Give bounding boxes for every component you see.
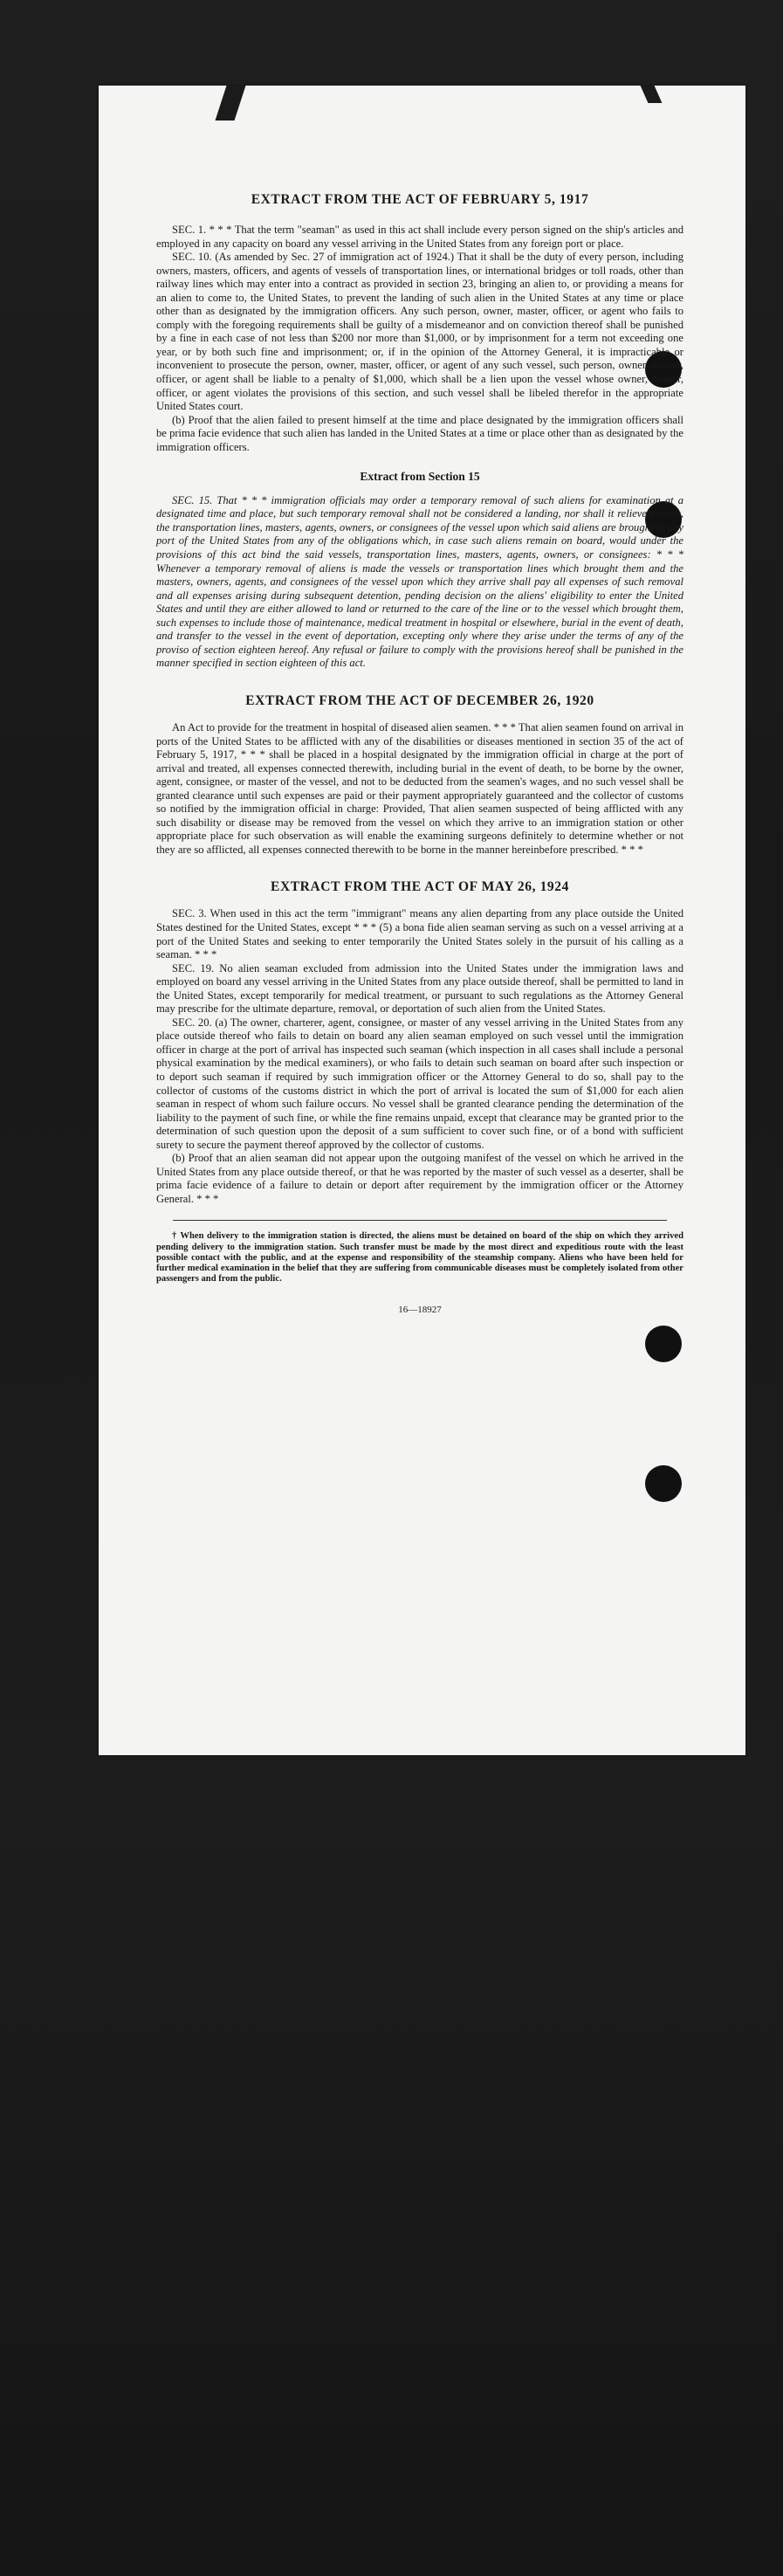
- paragraph-act-1920: An Act to provide for the treatment in hospital of diseased alien seamen. * * * That alien seamen found on arrival in ports of the United States to be afflicted with any of the disabilities or diseases mentioned in section 35 of the act of February 5, 1917, * * * shall be placed in a hospital designated by the immigration official in charge at the port of arrival and treated, all expenses connected therewith, including burial in the event of death, to be borne by the owner, agent, consignee, or master of the vessel, and not to be deducted from the seamen's wages, and no such vessel shall be granted clearance until such expenses are paid or their payment appropriately guaranteed and the collector of customs so notified by the immigration official in charge: Provided, That alien seamen suspected of being afflicted with any such disability or disease may be removed from the vessel on which they arrive to an immigration station or other appropriate place for such observation as will enable the examining surgeons definitely to determine whether or not they are so afflicted, all expenses connected therewith to be borne in the manner hereinbefore prescribed. * * *: [156, 720, 683, 856]
- paragraph-sec-3: SEC. 3. When used in this act the term "immigrant" means any alien departing from any place outside the United States destined for the United States, except * * * (5) a bona fide alien seaman serving as such on a vessel arriving at a port of the United States and seeking to enter temporarily the United States solely in the pursuit of his calling as a seaman. * * *: [156, 907, 683, 961]
- paragraph-sec-1: SEC. 1. * * * That the term "seaman" as used in this act shall include every person signed on the ship's articles and employed in any capacity on board any vessel arriving in the United States from any foreign port or place.: [156, 224, 683, 250]
- paragraph-sec-20-a: SEC. 20. (a) The owner, charterer, agent, consignee, or master of any vessel arriving in the United States from any place outside thereof who fails to detain on board any alien seaman employed on such vessel until the immigration officer in charge at the port of arrival has inspected such seaman (which inspection in all cases shall include a personal physical examination by the medical examiners), or who fails to detain such seaman on board after such inspection or to deport such seaman if required by such immigration officer or the Attorney General to do so, shall pay to the collector of customs of the customs district in which the port of arrival is located the sum of $1,000 for each alien seaman in respect of whom such failure occurs. No vessel shall be granted clearance pending the determination of the liability to the payment of such fine, or while the fine remains unpaid, except that clearance may be granted prior to the determination of such question upon the deposit of a sum sufficient to cover such fine, or of a bond with sufficient surety to secure the payment thereof approved by the collector of customs.: [156, 1016, 683, 1151]
- footnote: † When delivery to the immigration station is directed, the aliens must be detained on board of the ship on which they arrived pending delivery to the immigration station. Such transfer must be made by the most direct and expeditious route with the least possible contact with the public, and at the expense and responsibility of the steamship company. Aliens who have been held for further medical examination in the belief that they are suffering from communicable diseases must be completely isolated from other passengers and from the public.: [156, 1231, 683, 1285]
- document-page: [99, 86, 745, 1755]
- heading-act-1920: EXTRACT FROM THE ACT OF DECEMBER 26, 1920: [245, 692, 594, 708]
- print-code: 16—18927: [398, 1305, 442, 1316]
- punch-hole: [645, 1326, 682, 1362]
- paragraph-sec-20-b: (b) Proof that an alien seaman did not appear upon the outgoing manifest of the vessel on which he arrived in the United States from any place outside thereof, or that he was reported by the master of such vessel as a deserter, shall be prima facie evidence of a failure to detain or deport after requirement by the immigration officer or the Attorney General. * * *: [156, 1152, 683, 1205]
- paragraph-sec-19: SEC. 19. No alien seaman excluded from admission into the United States under the immigration laws and employed on board any vessel arriving in the United States from any place outside thereof, shall be permitted to land in the United States, except temporarily for medical treatment, or pursuant to such regulations as the Attorney General may prescribe for the ultimate departure, removal, or deportation of such alien from the United States.: [156, 961, 683, 1016]
- page-tear: [216, 86, 246, 121]
- heading-act-1917: EXTRACT FROM THE ACT OF FEBRUARY 5, 1917: [251, 192, 589, 207]
- page-tear: [641, 86, 663, 103]
- document-body: [156, 192, 683, 1318]
- heading-act-1924: EXTRACT FROM THE ACT OF MAY 26, 1924: [271, 879, 569, 895]
- paragraph-sec-15: SEC. 15. That * * * immigration officials may order a temporary removal of such aliens for examination at a designated time and place, but such temporary removal shall not be considered a landing, nor shall it relieve vessels, the transportation lines, masters, agents, owners, or consignees of the vessel upon which said aliens are brought to any port of the United States from any of the obligations which, in case such aliens remain on board, would under the provisions of this act bind the said vessels, transportation lines, masters, agents, owners, or consignees: * * * Whenever a temporary removal of aliens is made the vessels or transportation lines which brought them and the masters, owners, agents, and consignees of the vessel upon which they arrive shall pay all expenses of such removal and all expenses arising during subsequent detention, pending decision on the aliens' eligibility to enter the United States and until they are either allowed to land or returned to the care of the line or to the vessel which brought them, such expenses to include those of maintenance, medical treatment in hospital or elsewhere, burial in the event of death, and transfer to the vessel in the event of deportation, excepting only where they arise under the terms of any of the proviso of section eighteen hereof. Any refusal or failure to comply with the provisions hereof shall be punished in the manner specified in section eighteen of this act.: [156, 493, 683, 670]
- footnote-divider: [173, 1220, 667, 1221]
- paragraph-sec-10: SEC. 10. (As amended by Sec. 27 of immigration act of 1924.) That it shall be the duty of every person, including owners, masters, officers, and agents of vessels of transportation lines, or international bridges or toll roads, other than railway lines which may enter into a contract as provided in section 23, bringing an alien to, or providing a means for an alien to come to, the United States, to prevent the landing of such alien in the United States at any time or place other than as designated by the immigration officers. Any such person, owner, master, officer, or agent who fails to comply with the foregoing requirements shall be guilty of a misdemeanor and on conviction thereof shall be punished by a fine in each case of not less than $200 nor more than $1,000, or by imprisonment for a term not exceeding one year, or by both such fine and imprisonment; or, if in the opinion of the Attorney General, it is impracticable or inconvenient to prosecute the person, owner, master, officer, or agent of any such vessel, such person, owner, master, officer, or agent shall be liable to a penalty of $1,000, which shall be a lien upon the vessel whose owner, master, officer, or agent violates the provisions of this section, and such vessel shall be libeled therefor in the appropriate United States court.: [156, 251, 683, 413]
- paragraph-sec-10-b: (b) Proof that the alien failed to present himself at the time and place designated by the immigration officers shall be prima facie evidence that such alien has landed in the United States at a time or place other than as designated by the immigration officers.: [156, 413, 683, 453]
- punch-hole: [645, 1465, 682, 1502]
- subheading-section-15: Extract from Section 15: [360, 470, 480, 484]
